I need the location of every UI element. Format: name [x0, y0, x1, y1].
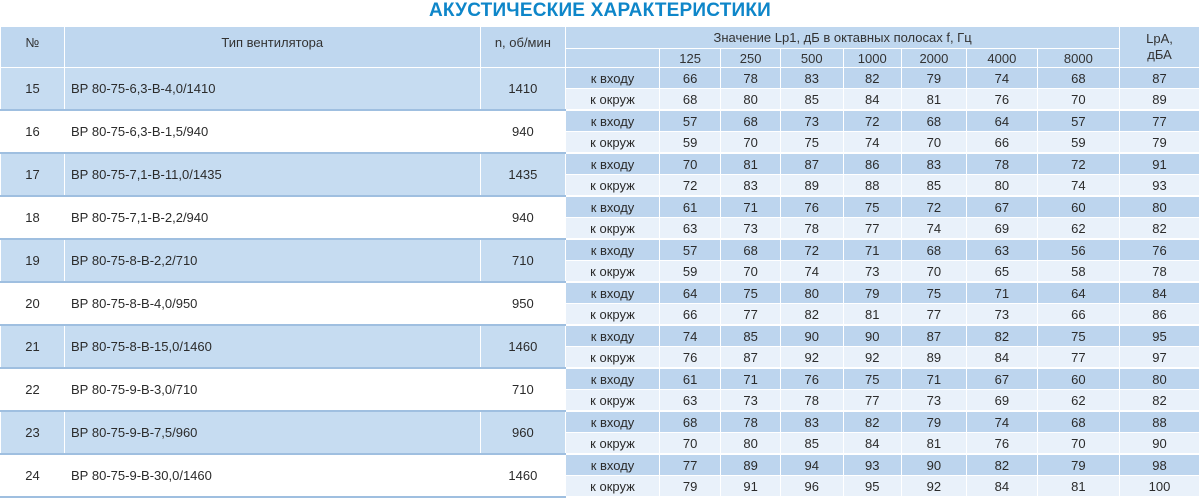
row-num: 15	[1, 68, 65, 111]
level-cell-500: 83	[780, 68, 843, 89]
row-num: 20	[1, 282, 65, 325]
direction-label: к входу	[566, 110, 660, 132]
level-cell-1000: 72	[843, 110, 901, 132]
fan-type: ВР 80-75-9-В-7,5/960	[64, 411, 480, 454]
level-cell-250: 83	[721, 175, 780, 197]
level-cell-8000: 66	[1037, 304, 1119, 326]
direction-label: к входу	[566, 325, 660, 347]
level-cell-250: 89	[721, 454, 780, 476]
level-cell-500: 78	[780, 390, 843, 412]
level-cell-4000: 67	[966, 368, 1037, 390]
level-cell-2000: 87	[901, 325, 966, 347]
level-cell-125: 63	[659, 218, 721, 240]
table-row	[1, 68, 1200, 89]
level-cell-4000: 82	[966, 325, 1037, 347]
level-cell-8000: 72	[1037, 153, 1119, 175]
level-cell-125: 66	[659, 68, 721, 89]
rpm-value: 940	[480, 110, 566, 153]
lpa-cell: 90	[1120, 433, 1200, 455]
header-freq-2000: 2000	[901, 49, 966, 68]
direction-label: к окруж	[566, 261, 660, 283]
level-cell-125: 61	[659, 368, 721, 390]
header-freq-8000: 8000	[1037, 49, 1119, 68]
level-cell-125: 74	[659, 325, 721, 347]
level-cell-2000: 77	[901, 304, 966, 326]
lpa-cell: 76	[1120, 239, 1200, 261]
lpa-cell: 78	[1120, 261, 1200, 283]
page-title: АКУСТИЧЕСКИЕ ХАРАКТЕРИСТИКИ	[428, 0, 772, 21]
direction-label: к окруж	[566, 175, 660, 197]
fan-type: ВР 80-75-8-В-4,0/950	[64, 282, 480, 325]
level-cell-1000: 93	[843, 454, 901, 476]
level-cell-2000: 75	[901, 282, 966, 304]
level-cell-4000: 67	[966, 196, 1037, 218]
level-cell-8000: 59	[1037, 132, 1119, 154]
acoustic-table	[0, 26, 1200, 498]
table-row	[1, 110, 1200, 132]
level-cell-2000: 79	[901, 411, 966, 433]
level-cell-125: 63	[659, 390, 721, 412]
level-cell-4000: 74	[966, 68, 1037, 89]
level-cell-4000: 65	[966, 261, 1037, 283]
header-freq-250: 250	[721, 49, 780, 68]
level-cell-8000: 62	[1037, 390, 1119, 412]
level-cell-4000: 63	[966, 239, 1037, 261]
header-freq-125: 125	[659, 49, 721, 68]
header-freq-1000: 1000	[843, 49, 901, 68]
direction-label: к входу	[566, 411, 660, 433]
direction-label: к окруж	[566, 304, 660, 326]
table-row	[1, 196, 1200, 218]
rpm-value: 1460	[480, 454, 566, 497]
row-num: 17	[1, 153, 65, 196]
table-row	[1, 153, 1200, 175]
level-cell-2000: 83	[901, 153, 966, 175]
level-cell-250: 70	[721, 132, 780, 154]
fan-type: ВР 80-75-6,3-В-4,0/1410	[64, 68, 480, 111]
level-cell-250: 73	[721, 390, 780, 412]
level-cell-125: 70	[659, 433, 721, 455]
level-cell-125: 61	[659, 196, 721, 218]
row-num: 23	[1, 411, 65, 454]
lpa-cell: 87	[1120, 68, 1200, 89]
level-cell-250: 80	[721, 89, 780, 111]
level-cell-1000: 77	[843, 218, 901, 240]
level-cell-8000: 60	[1037, 196, 1119, 218]
direction-label: к входу	[566, 153, 660, 175]
level-cell-4000: 78	[966, 153, 1037, 175]
table-row	[1, 239, 1200, 261]
level-cell-8000: 58	[1037, 261, 1119, 283]
level-cell-8000: 79	[1037, 454, 1119, 476]
level-cell-500: 74	[780, 261, 843, 283]
lpa-cell: 89	[1120, 89, 1200, 111]
level-cell-125: 64	[659, 282, 721, 304]
level-cell-4000: 66	[966, 132, 1037, 154]
direction-label: к окруж	[566, 390, 660, 412]
level-cell-250: 78	[721, 411, 780, 433]
level-cell-8000: 57	[1037, 110, 1119, 132]
level-cell-250: 68	[721, 110, 780, 132]
level-cell-8000: 62	[1037, 218, 1119, 240]
level-cell-125: 59	[659, 132, 721, 154]
level-cell-4000: 76	[966, 433, 1037, 455]
level-cell-250: 70	[721, 261, 780, 283]
direction-label: к входу	[566, 454, 660, 476]
fan-type: ВР 80-75-8-В-15,0/1460	[64, 325, 480, 368]
level-cell-1000: 92	[843, 347, 901, 369]
row-num: 21	[1, 325, 65, 368]
level-cell-8000: 75	[1037, 325, 1119, 347]
level-cell-1000: 90	[843, 325, 901, 347]
level-cell-4000: 80	[966, 175, 1037, 197]
header-rpm: n, об/мин	[480, 27, 566, 68]
level-cell-125: 76	[659, 347, 721, 369]
header-type: Тип вентилятора	[64, 27, 480, 68]
level-cell-250: 73	[721, 218, 780, 240]
level-cell-500: 83	[780, 411, 843, 433]
level-cell-2000: 68	[901, 239, 966, 261]
level-cell-500: 72	[780, 239, 843, 261]
direction-label: к входу	[566, 239, 660, 261]
level-cell-8000: 74	[1037, 175, 1119, 197]
level-cell-500: 92	[780, 347, 843, 369]
level-cell-250: 81	[721, 153, 780, 175]
level-cell-125: 79	[659, 476, 721, 498]
fan-type: ВР 80-75-8-В-2,2/710	[64, 239, 480, 282]
lpa-cell: 80	[1120, 196, 1200, 218]
rpm-value: 1460	[480, 325, 566, 368]
lpa-cell: 84	[1120, 282, 1200, 304]
level-cell-2000: 81	[901, 89, 966, 111]
level-cell-500: 78	[780, 218, 843, 240]
level-cell-125: 59	[659, 261, 721, 283]
level-cell-4000: 82	[966, 454, 1037, 476]
table-header	[1, 27, 1200, 68]
fan-type: ВР 80-75-7,1-В-11,0/1435	[64, 153, 480, 196]
level-cell-500: 73	[780, 110, 843, 132]
level-cell-125: 70	[659, 153, 721, 175]
rpm-value: 960	[480, 411, 566, 454]
header-dir-blank	[566, 49, 660, 68]
level-cell-500: 76	[780, 196, 843, 218]
header-lp-group: Значение Lp1, дБ в октавных полосах f, Гц	[566, 27, 1120, 49]
header-freq-500: 500	[780, 49, 843, 68]
level-cell-500: 90	[780, 325, 843, 347]
level-cell-2000: 89	[901, 347, 966, 369]
level-cell-500: 75	[780, 132, 843, 154]
level-cell-125: 72	[659, 175, 721, 197]
level-cell-4000: 69	[966, 390, 1037, 412]
level-cell-2000: 79	[901, 68, 966, 89]
row-num: 16	[1, 110, 65, 153]
level-cell-500: 85	[780, 433, 843, 455]
level-cell-500: 87	[780, 153, 843, 175]
level-cell-2000: 90	[901, 454, 966, 476]
table-body	[1, 68, 1200, 498]
level-cell-2000: 74	[901, 218, 966, 240]
level-cell-8000: 60	[1037, 368, 1119, 390]
level-cell-250: 68	[721, 239, 780, 261]
level-cell-8000: 64	[1037, 282, 1119, 304]
lpa-cell: 86	[1120, 304, 1200, 326]
level-cell-1000: 88	[843, 175, 901, 197]
level-cell-1000: 71	[843, 239, 901, 261]
level-cell-2000: 92	[901, 476, 966, 498]
level-cell-8000: 70	[1037, 433, 1119, 455]
fan-type: ВР 80-75-9-В-3,0/710	[64, 368, 480, 411]
direction-label: к окруж	[566, 433, 660, 455]
rpm-value: 940	[480, 196, 566, 239]
header-lpa-line1: LpA,	[1146, 31, 1173, 46]
rpm-value: 950	[480, 282, 566, 325]
level-cell-8000: 56	[1037, 239, 1119, 261]
level-cell-1000: 95	[843, 476, 901, 498]
level-cell-250: 77	[721, 304, 780, 326]
level-cell-1000: 75	[843, 368, 901, 390]
direction-label: к входу	[566, 282, 660, 304]
lpa-cell: 88	[1120, 411, 1200, 433]
level-cell-2000: 71	[901, 368, 966, 390]
fan-type: ВР 80-75-7,1-В-2,2/940	[64, 196, 480, 239]
rpm-value: 710	[480, 368, 566, 411]
level-cell-2000: 68	[901, 110, 966, 132]
level-cell-4000: 76	[966, 89, 1037, 111]
direction-label: к окруж	[566, 132, 660, 154]
level-cell-500: 94	[780, 454, 843, 476]
level-cell-500: 96	[780, 476, 843, 498]
level-cell-250: 71	[721, 196, 780, 218]
direction-label: к входу	[566, 368, 660, 390]
level-cell-125: 66	[659, 304, 721, 326]
level-cell-2000: 70	[901, 261, 966, 283]
header-lpa	[1120, 27, 1200, 68]
lpa-cell: 82	[1120, 218, 1200, 240]
row-num: 22	[1, 368, 65, 411]
table-row	[1, 454, 1200, 476]
fan-type: ВР 80-75-6,3-В-1,5/940	[64, 110, 480, 153]
level-cell-1000: 79	[843, 282, 901, 304]
level-cell-500: 82	[780, 304, 843, 326]
level-cell-1000: 81	[843, 304, 901, 326]
table-row	[1, 325, 1200, 347]
level-cell-1000: 86	[843, 153, 901, 175]
level-cell-250: 85	[721, 325, 780, 347]
header-freq-4000: 4000	[966, 49, 1037, 68]
table-row	[1, 411, 1200, 433]
fan-type: ВР 80-75-9-В-30,0/1460	[64, 454, 480, 497]
level-cell-4000: 74	[966, 411, 1037, 433]
rpm-value: 710	[480, 239, 566, 282]
level-cell-8000: 81	[1037, 476, 1119, 498]
lpa-cell: 77	[1120, 110, 1200, 132]
level-cell-2000: 70	[901, 132, 966, 154]
level-cell-125: 68	[659, 89, 721, 111]
level-cell-4000: 73	[966, 304, 1037, 326]
row-num: 18	[1, 196, 65, 239]
rpm-value: 1435	[480, 153, 566, 196]
level-cell-125: 57	[659, 239, 721, 261]
level-cell-4000: 69	[966, 218, 1037, 240]
level-cell-1000: 74	[843, 132, 901, 154]
level-cell-2000: 85	[901, 175, 966, 197]
level-cell-250: 91	[721, 476, 780, 498]
lpa-cell: 95	[1120, 325, 1200, 347]
direction-label: к входу	[566, 196, 660, 218]
level-cell-4000: 84	[966, 347, 1037, 369]
lpa-cell: 79	[1120, 132, 1200, 154]
level-cell-8000: 68	[1037, 411, 1119, 433]
level-cell-125: 57	[659, 110, 721, 132]
direction-label: к окруж	[566, 89, 660, 111]
level-cell-8000: 68	[1037, 68, 1119, 89]
level-cell-1000: 75	[843, 196, 901, 218]
level-cell-500: 76	[780, 368, 843, 390]
level-cell-1000: 73	[843, 261, 901, 283]
level-cell-1000: 84	[843, 433, 901, 455]
level-cell-4000: 71	[966, 282, 1037, 304]
lpa-cell: 80	[1120, 368, 1200, 390]
level-cell-1000: 77	[843, 390, 901, 412]
table-row	[1, 282, 1200, 304]
level-cell-250: 71	[721, 368, 780, 390]
table-row	[1, 368, 1200, 390]
level-cell-1000: 82	[843, 411, 901, 433]
row-num: 24	[1, 454, 65, 497]
direction-label: к входу	[566, 68, 660, 89]
level-cell-8000: 77	[1037, 347, 1119, 369]
rpm-value: 1410	[480, 68, 566, 111]
direction-label: к окруж	[566, 476, 660, 498]
level-cell-2000: 81	[901, 433, 966, 455]
lpa-cell: 98	[1120, 454, 1200, 476]
lpa-cell: 91	[1120, 153, 1200, 175]
level-cell-250: 87	[721, 347, 780, 369]
level-cell-500: 85	[780, 89, 843, 111]
level-cell-125: 77	[659, 454, 721, 476]
level-cell-4000: 84	[966, 476, 1037, 498]
level-cell-4000: 64	[966, 110, 1037, 132]
level-cell-125: 68	[659, 411, 721, 433]
lpa-cell: 100	[1120, 476, 1200, 498]
level-cell-2000: 73	[901, 390, 966, 412]
level-cell-250: 78	[721, 68, 780, 89]
level-cell-500: 80	[780, 282, 843, 304]
lpa-cell: 82	[1120, 390, 1200, 412]
level-cell-500: 89	[780, 175, 843, 197]
direction-label: к окруж	[566, 347, 660, 369]
level-cell-250: 80	[721, 433, 780, 455]
lpa-cell: 97	[1120, 347, 1200, 369]
direction-label: к окруж	[566, 218, 660, 240]
level-cell-1000: 82	[843, 68, 901, 89]
level-cell-1000: 84	[843, 89, 901, 111]
row-num: 19	[1, 239, 65, 282]
level-cell-2000: 72	[901, 196, 966, 218]
header-num: №	[1, 27, 65, 68]
level-cell-250: 75	[721, 282, 780, 304]
header-lpa-line2: дБА	[1147, 47, 1172, 62]
lpa-cell: 93	[1120, 175, 1200, 197]
level-cell-8000: 70	[1037, 89, 1119, 111]
